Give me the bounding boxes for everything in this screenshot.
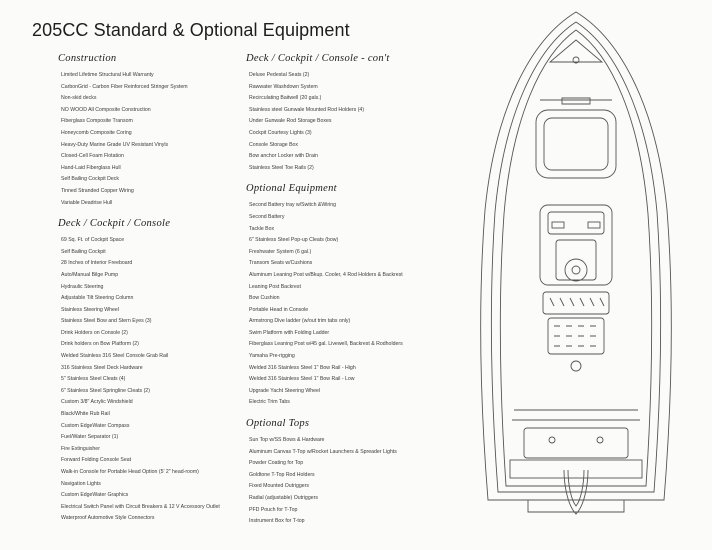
list-item: Console Storage Box	[249, 141, 299, 148]
list-item: Auto/Manual Bilge Pump	[61, 271, 119, 278]
list-item: Instrument Box for T-top	[249, 518, 305, 525]
list-item: Portable Head in Console	[249, 306, 309, 313]
list-item: Freshwater System (6 gal.)	[249, 248, 312, 255]
list-item: Armstrong Dive ladder (w/out trim tabs only)	[249, 318, 351, 325]
deck-heading: Deck / Cockpit / Console	[58, 218, 171, 230]
list-item: Electric Trim Tabs	[249, 399, 290, 406]
leaning-post	[543, 292, 609, 371]
construction-list	[58, 70, 243, 209]
list-item: Hydraulic Steering	[61, 283, 104, 290]
list-item: Stainless Steel Toe Rails (2)	[249, 164, 314, 171]
list-item: Limited Lifetime Structural Hull Warranty	[61, 72, 154, 78]
list-item: 28 Inches of Interior Freeboard	[61, 260, 133, 267]
list-item: CarbonGrid - Carbon Fiber Reinforced Stringer System	[61, 83, 188, 90]
list-item: Powder Coating for Top	[249, 460, 304, 467]
list-item: Drink holders on Bow Platform (2)	[61, 341, 139, 348]
list-item: Custom 3/8" Acrylic Windshield	[61, 399, 133, 406]
list-item: Rawwater Washdown System	[249, 83, 318, 90]
list-item: Transom Seats w/Cushions	[249, 260, 313, 267]
optional-tops-list	[246, 435, 446, 528]
list-item: Fiberglass Leaning Post w/45 gal. Livewell, Backrest & Rodholders	[249, 341, 403, 348]
list-item: Navigation Lights	[61, 480, 101, 487]
list-item: Sun Top w/SS Bows & Hardware	[249, 437, 325, 444]
list-item: Second Battery	[249, 213, 285, 220]
optional-equipment-list	[246, 200, 446, 409]
list-item: Closed-Cell Foam Flotation	[61, 153, 124, 160]
list-item: Forward Folding Console Seat	[61, 457, 132, 464]
list-item: Honeycomb Composite Coring	[61, 129, 132, 136]
list-item: Goldtone T-Top Rod Holders	[249, 471, 315, 478]
list-item: Waterproof Automotive Style Connectors	[61, 515, 155, 522]
middle-column	[246, 52, 446, 528]
list-item: Stainless steel Gunwale Mounted Rod Holders (4)	[249, 106, 365, 113]
page-title: 205CC Standard & Optional Equipment	[32, 20, 350, 40]
list-item: Tackle Box	[249, 225, 275, 232]
list-item: NO WOOD All Composite Construction	[61, 106, 151, 113]
list-item: Self Bailing Cockpit Deck	[61, 176, 119, 183]
list-item: Fire Extinguisher	[61, 445, 100, 452]
list-item: Welded 316 Stainless Steel 1" Bow Rail - Low	[249, 376, 355, 383]
list-item: Fiberglass Composite Transom	[61, 118, 133, 125]
list-item: Stainless Steering Wheel	[61, 306, 119, 313]
list-item: Aluminum Leaning Post w/Bkup. Cooler, 4 Rod Holders & Backrest	[249, 271, 403, 278]
stern-area	[510, 410, 642, 514]
list-item: Radial (adjustable) Outriggers	[249, 495, 318, 501]
list-item: Aluminum Canvas T-Top w/Rocket Launchers & Spreader Lights	[249, 448, 397, 455]
deck-cont-list	[246, 70, 446, 174]
boat-top-view-drawing	[440, 0, 712, 550]
list-item: Bow anchor Locker with Drain	[249, 153, 318, 160]
list-item: Hand-Laid Fiberglass Hull	[61, 164, 121, 171]
list-item: Welded Stainless 316 Steel Console Grab Rail	[61, 353, 169, 360]
list-item: Adjustable Tilt Steering Column	[61, 295, 134, 302]
list-item: Yamaha Pre-rigging	[249, 353, 295, 360]
list-item: Fixed Mounted Outriggers	[249, 483, 309, 490]
hull-outline	[481, 12, 672, 500]
deck-list	[58, 235, 243, 525]
list-item: Bow Cushion	[249, 295, 280, 302]
deck-cont-heading: Deck / Cockpit / Console - con't	[246, 53, 390, 64]
list-item: Deluxe Pedestal Seats (2)	[249, 72, 310, 78]
list-item: Fuel/Water Separator (1)	[61, 434, 119, 441]
list-item: 6" Stainless Steel Springline Cleats (2)	[61, 387, 150, 394]
list-item: Black/White Rub Rail	[61, 411, 110, 418]
optional-tops-heading: Optional Tops	[246, 418, 310, 430]
list-item: Non-skid decks	[61, 95, 97, 102]
list-item: 6" Stainless Steel Pop-up Cleats (bow)	[249, 237, 339, 244]
list-item: Swim Platform with Folding Ladder	[249, 329, 330, 336]
list-item: Custom EdgeWater Compass	[61, 422, 130, 429]
list-item: 316 Stainless Steel Deck Hardware	[61, 364, 143, 371]
list-item: Leaning Post Backrest	[249, 283, 301, 290]
list-item: Custom EdgeWater Graphics	[61, 492, 129, 499]
list-item: Self Bailing Cockpit	[61, 248, 106, 255]
list-item: Drink Holders on Console (2)	[61, 329, 128, 336]
left-column	[58, 52, 243, 525]
list-item: Walk-in Console for Portable Head Option (5' 2" head-room)	[61, 469, 199, 475]
list-item: PFD Pouch for T-Top	[249, 506, 298, 513]
list-item: Second Battery tray w/Switch &Wiring	[249, 202, 337, 209]
list-item: Cockpit Courtesy Lights (3)	[249, 129, 312, 136]
list-item: 69 Sq. Ft. of Cockpit Space	[61, 237, 125, 244]
console	[540, 205, 612, 285]
list-item: Tinned Stranded Copper Wiring	[61, 187, 134, 194]
list-item: Welded 316 Stainless Steel 1" Bow Rail - High	[249, 364, 356, 371]
list-item: Stainless Steel Bow and Stern Eyes (3)	[61, 318, 152, 325]
list-item: Heavy-Duty Marine Grade UV Resistant Vinyls	[61, 141, 169, 148]
construction-heading: Construction	[58, 53, 117, 64]
list-item: Electrical Switch Panel with Circuit Breakers & 12 V Accessory Outlet	[61, 503, 220, 510]
list-item: Under Gunwale Rod Storage Boxes	[249, 118, 332, 125]
list-item: 5" Stainless Steel Cleats (4)	[61, 376, 126, 383]
list-item: Variable Deadrise Hull	[61, 199, 113, 206]
list-item: Upgrade Yacht Steering Wheel	[249, 387, 321, 394]
optional-equipment-heading: Optional Equipment	[246, 183, 337, 195]
list-item: Recirculating Baitwell (20 gals.)	[249, 95, 322, 102]
